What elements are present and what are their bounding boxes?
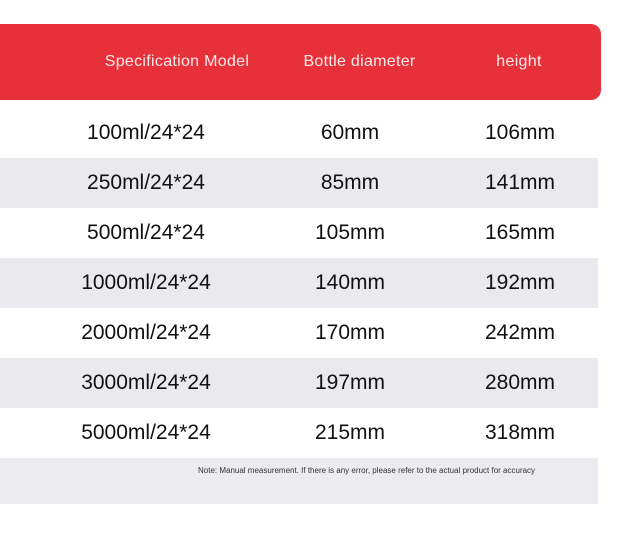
table-row	[0, 308, 598, 358]
cell-height: 318mm	[484, 421, 556, 444]
cell-diameter: 105mm	[314, 221, 386, 244]
header-bottle-diameter: Bottle diameter	[303, 53, 416, 70]
cell-height: 192mm	[484, 271, 556, 294]
cell-model: 5000ml/24*24	[81, 421, 211, 444]
table-row	[0, 158, 598, 208]
header-height: height	[496, 53, 542, 70]
cell-diameter: 85mm	[320, 171, 380, 194]
cell-diameter: 197mm	[314, 371, 386, 394]
table-row	[0, 258, 598, 308]
cell-height: 141mm	[484, 171, 556, 194]
cell-diameter: 140mm	[314, 271, 386, 294]
measurement-note: Note: Manual measurement. If there is any error, please refer to the actual product for accuracy	[198, 466, 536, 475]
header-specification-model: Specification Model	[104, 53, 250, 70]
cell-model: 1000ml/24*24	[81, 271, 211, 294]
cell-diameter: 170mm	[314, 321, 386, 344]
table-row	[0, 208, 598, 258]
cell-height: 280mm	[484, 371, 556, 394]
cell-model: 500ml/24*24	[87, 221, 205, 244]
cell-height: 165mm	[484, 221, 556, 244]
cell-model: 3000ml/24*24	[81, 371, 211, 394]
cell-model: 250ml/24*24	[87, 171, 205, 194]
cell-diameter: 60mm	[320, 121, 380, 144]
cell-model: 100ml/24*24	[87, 121, 205, 144]
cell-height: 242mm	[484, 321, 556, 344]
cell-diameter: 215mm	[314, 421, 386, 444]
cell-height: 106mm	[484, 121, 556, 144]
cell-model: 2000ml/24*24	[81, 321, 211, 344]
table-row	[0, 358, 598, 408]
note-band	[0, 458, 598, 504]
table-row	[0, 408, 598, 458]
table-header	[0, 24, 601, 100]
table-row	[0, 108, 598, 158]
